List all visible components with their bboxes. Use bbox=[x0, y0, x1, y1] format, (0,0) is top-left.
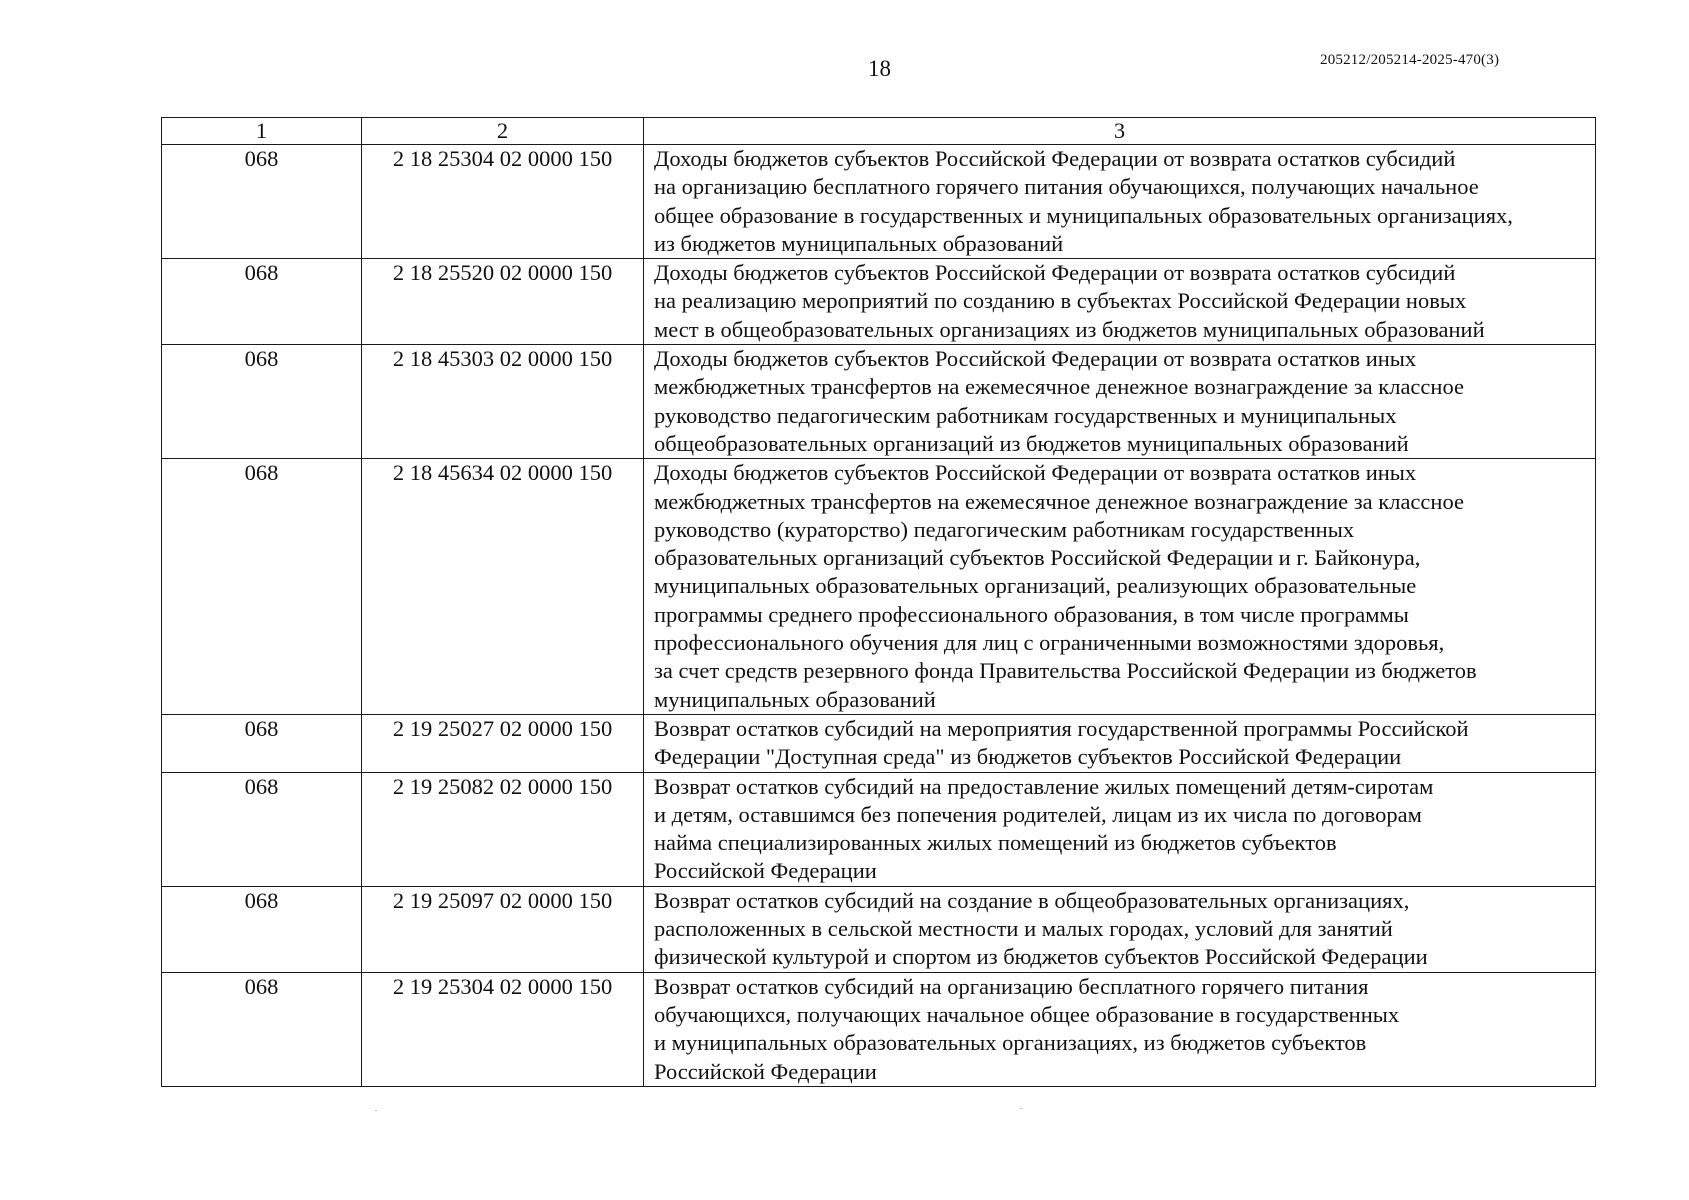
table-row bbox=[162, 345, 1596, 459]
description-line: обучающихся, получающих начальное общее образование в государственных bbox=[654, 1001, 1400, 1027]
budget-classification-code-cell: 2 18 45303 02 0000 150 bbox=[362, 345, 644, 459]
income-description-cell bbox=[644, 145, 1596, 259]
table-row bbox=[162, 714, 1596, 772]
table-row bbox=[162, 772, 1596, 886]
description-line: мест в общеобразовательных организациях из бюджетов муниципальных образований bbox=[654, 316, 1485, 342]
admin-code-cell: 068 bbox=[162, 886, 362, 972]
description-line: из бюджетов муниципальных образований bbox=[654, 230, 1064, 256]
description-line: Доходы бюджетов субъектов Российской Федерации от возврата остатков субсидий bbox=[654, 146, 1456, 171]
description-line: и муниципальных образовательных организациях, из бюджетов субъектов bbox=[654, 1030, 1367, 1056]
admin-code-cell: 068 bbox=[162, 972, 362, 1086]
admin-code-cell: 068 bbox=[162, 345, 362, 459]
description-line: Российской Федерации bbox=[654, 858, 877, 884]
table-row bbox=[162, 259, 1596, 345]
column-header-1: 1 bbox=[162, 118, 362, 145]
table-row bbox=[162, 972, 1596, 1086]
description-line: программы среднего профессионального образования, в том числе программы bbox=[654, 601, 1409, 627]
description-line: на организацию бесплатного горячего питания обучающихся, получающих начальное bbox=[654, 174, 1479, 200]
description-line: Российской Федерации bbox=[654, 1058, 877, 1084]
income-description-cell bbox=[644, 459, 1596, 715]
budget-classification-code-cell: 2 18 25304 02 0000 150 bbox=[362, 145, 644, 259]
table-header-row bbox=[162, 118, 1596, 145]
description-line: общее образование в государственных и муниципальных образовательных организациях, bbox=[654, 202, 1513, 228]
description-line: руководство (кураторство) педагогическим работникам государственных bbox=[654, 516, 1355, 542]
budget-classification-code-cell: 2 18 45634 02 0000 150 bbox=[362, 459, 644, 715]
income-description-cell bbox=[644, 714, 1596, 772]
description-line: Доходы бюджетов субъектов Российской Федерации от возврата остатков иных bbox=[654, 346, 1417, 372]
description-line: на реализацию мероприятий по созданию в субъектах Российской Федерации новых bbox=[654, 288, 1467, 314]
description-line: Возврат остатков субсидий на предоставление жилых помещений детям-сиротам bbox=[654, 773, 1434, 799]
income-description-cell bbox=[644, 886, 1596, 972]
budget-classification-code-cell: 2 19 25304 02 0000 150 bbox=[362, 972, 644, 1086]
description-line: Возврат остатков субсидий на организацию бесплатного горячего питания bbox=[654, 973, 1369, 999]
description-line: Федерации "Доступная среда" из бюджетов субъектов Российской Федерации bbox=[654, 744, 1402, 770]
description-line: общеобразовательных организаций из бюджетов муниципальных образований bbox=[654, 430, 1409, 456]
admin-code-cell: 068 bbox=[162, 714, 362, 772]
description-line: руководство педагогическим работникам государственных и муниципальных bbox=[654, 402, 1397, 428]
description-line: муниципальных образований bbox=[654, 686, 936, 712]
table-row bbox=[162, 145, 1596, 259]
income-description-cell bbox=[644, 259, 1596, 345]
description-line: профессионального обучения для лиц с ограниченными возможностями здоровья, bbox=[654, 630, 1445, 656]
budget-classification-code-cell: 2 19 25082 02 0000 150 bbox=[362, 772, 644, 886]
description-line: расположенных в сельской местности и малых городах, условий для занятий bbox=[654, 916, 1393, 942]
description-line: муниципальных образовательных организаций, реализующих образовательные bbox=[654, 573, 1417, 599]
budget-codes-table bbox=[161, 117, 1596, 1087]
admin-code-cell: 068 bbox=[162, 145, 362, 259]
table-body bbox=[162, 118, 1596, 1087]
admin-code-cell: 068 bbox=[162, 459, 362, 715]
column-header-3: 3 bbox=[644, 118, 1596, 145]
admin-code-cell: 068 bbox=[162, 772, 362, 886]
description-line: межбюджетных трансфертов на ежемесячное денежное вознаграждение за классное bbox=[654, 374, 1464, 400]
income-description-cell bbox=[644, 772, 1596, 886]
budget-classification-code-cell: 2 19 25097 02 0000 150 bbox=[362, 886, 644, 972]
page-number: 18 bbox=[868, 56, 891, 81]
scan-speck bbox=[1020, 1108, 1022, 1109]
description-line: и детям, оставшимся без попечения родителей, лицам из их числа по договорам bbox=[654, 801, 1422, 827]
column-header-2: 2 bbox=[362, 118, 644, 145]
description-line: Доходы бюджетов субъектов Российской Федерации от возврата остатков иных bbox=[654, 460, 1417, 486]
budget-classification-code-cell: 2 19 25027 02 0000 150 bbox=[362, 714, 644, 772]
description-line: Возврат остатков субсидий на создание в общеобразовательных организациях, bbox=[654, 887, 1410, 913]
description-line: Возврат остатков субсидий на мероприятия государственной программы Российской bbox=[654, 715, 1469, 741]
description-line: физической культурой и спортом из бюджетов субъектов Российской Федерации bbox=[654, 944, 1428, 970]
description-line: межбюджетных трансфертов на ежемесячное денежное вознаграждение за классное bbox=[654, 488, 1464, 514]
budget-classification-code-cell: 2 18 25520 02 0000 150 bbox=[362, 259, 644, 345]
description-line: за счет средств резервного фонда Правительства Российской Федерации из бюджетов bbox=[654, 658, 1477, 684]
table-row bbox=[162, 886, 1596, 972]
document-code: 205212/205214-2025-470(3) bbox=[1320, 52, 1500, 68]
description-line: найма специализированных жилых помещений из бюджетов субъектов bbox=[654, 830, 1337, 856]
table-row bbox=[162, 459, 1596, 715]
admin-code-cell: 068 bbox=[162, 259, 362, 345]
income-description-cell bbox=[644, 972, 1596, 1086]
description-line: Доходы бюджетов субъектов Российской Федерации от возврата остатков субсидий bbox=[654, 260, 1456, 286]
scan-speck bbox=[375, 1110, 377, 1111]
income-description-cell bbox=[644, 345, 1596, 459]
description-line: образовательных организаций субъектов Российской Федерации и г. Байконура, bbox=[654, 545, 1421, 571]
